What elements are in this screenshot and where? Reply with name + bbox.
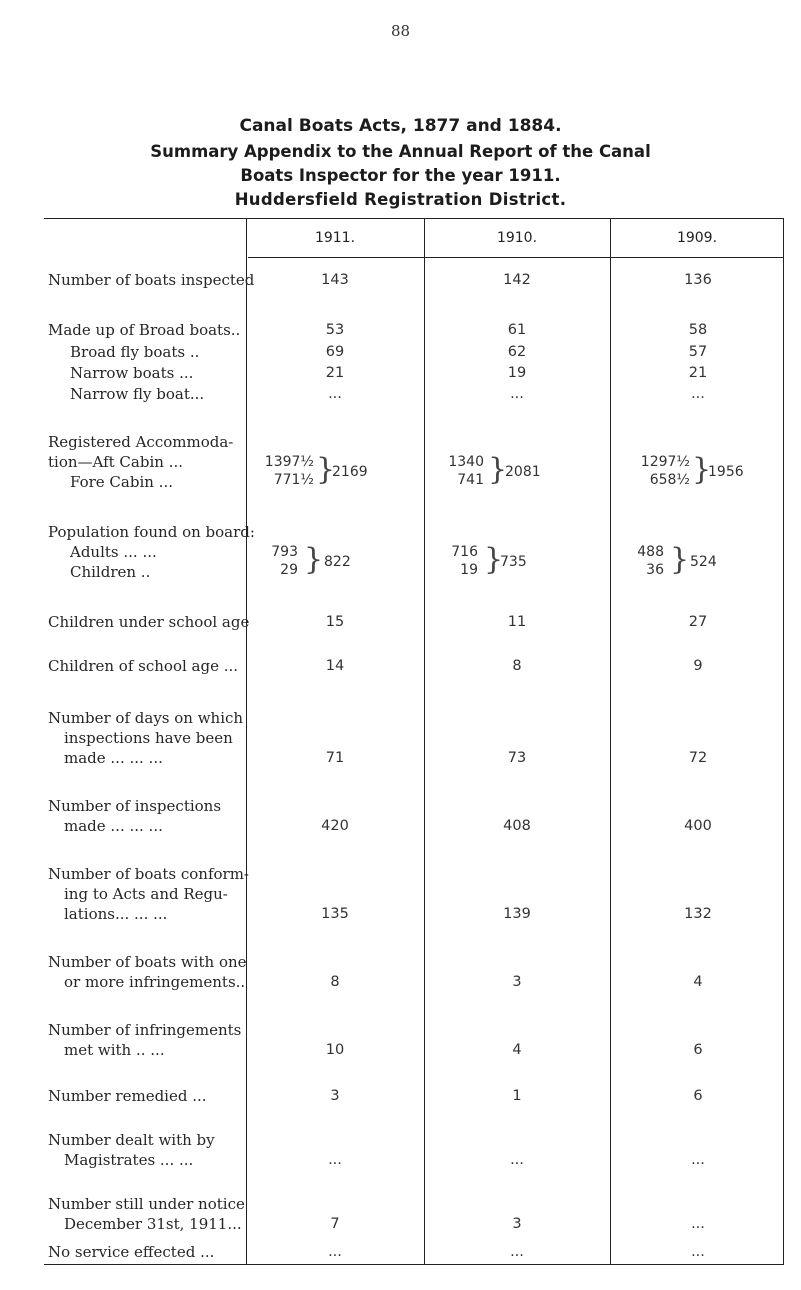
- row-label-conforming-2: ing to Acts and Regu-: [64, 885, 228, 903]
- cell-conforming-1910: 139: [503, 906, 531, 922]
- cell-narrow-boats-1909: 21: [688, 365, 708, 381]
- table-top-rule: [44, 218, 784, 219]
- cell-school-age-1910: 8: [512, 658, 522, 674]
- cell-narrow-fly-boat-1909: ...: [691, 386, 705, 402]
- row-label-narrow-boats: Narrow boats ...: [70, 364, 194, 382]
- row-label-magistrates-2: Magistrates ... ...: [64, 1151, 194, 1169]
- brace-icon: }: [316, 452, 336, 487]
- cell-broad-fly-boats-1910: 62: [507, 344, 527, 360]
- header-rule: [248, 257, 784, 258]
- cell-infringements-1911: 10: [325, 1042, 345, 1058]
- accommodation-fore-1911: 771½: [273, 472, 314, 488]
- cell-still-under-notice-1910: 3: [512, 1216, 522, 1232]
- cell-inspections-1910: 408: [503, 818, 531, 834]
- cell-magistrates-1909: ...: [691, 1152, 705, 1168]
- population-children-1910: 19: [460, 562, 478, 578]
- column-header-1911: 1911.: [314, 230, 356, 246]
- brace-icon: }: [484, 542, 504, 577]
- page-number: 88: [390, 22, 411, 40]
- cell-conforming-1911: 135: [321, 906, 349, 922]
- row-label-infringements-2: met with .. ...: [64, 1041, 165, 1059]
- cell-no-service-1911: ...: [328, 1244, 342, 1260]
- row-label-days-1: Number of days on which: [48, 709, 244, 727]
- cell-under-school-age-1910: 11: [507, 614, 527, 630]
- cell-conforming-1909: 132: [684, 906, 712, 922]
- table-bottom-rule: [44, 1264, 784, 1265]
- cell-accommodation-1911: [254, 453, 314, 489]
- row-label-under-school-age: Children under school age: [48, 613, 250, 631]
- row-label-no-service: No service effected ...: [48, 1243, 215, 1261]
- title-district: Huddersfield Registration District.: [234, 190, 567, 209]
- cell-narrow-boats-1910: 19: [507, 365, 527, 381]
- row-label-inspections-1: Number of inspections: [48, 797, 222, 815]
- cell-infringement-boats-1910: 3: [512, 974, 522, 990]
- row-label-days-3: made ... ... ...: [64, 749, 163, 767]
- cell-inspections-1911: 420: [321, 818, 349, 834]
- column-header-1910: 1910.: [496, 230, 538, 246]
- accommodation-total-1910: 2081: [505, 464, 541, 480]
- row-label-still-under-notice-2: December 31st, 1911...: [64, 1215, 242, 1233]
- cell-narrow-boats-1911: 21: [325, 365, 345, 381]
- row-label-boats-inspected: Number of boats inspected: [48, 271, 255, 289]
- row-label-infringement-boats-1: Number of boats with one: [48, 953, 247, 971]
- cell-population-1909: [630, 543, 664, 579]
- cell-narrow-fly-boat-1911: ...: [328, 386, 342, 402]
- row-label-infringement-boats-2: or more infringements..: [64, 973, 246, 991]
- title-acts: Canal Boats Acts, 1877 and 1884.: [239, 116, 562, 136]
- cell-days-1911: 71: [325, 750, 345, 766]
- row-label-remedied: Number remedied ...: [48, 1087, 207, 1105]
- row-label-population-3: Children ..: [70, 563, 151, 581]
- cell-broad-fly-boats-1909: 57: [688, 344, 708, 360]
- row-label-inspections-2: made ... ... ...: [64, 817, 163, 835]
- cell-under-school-age-1911: 15: [325, 614, 345, 630]
- cell-magistrates-1910: ...: [510, 1152, 524, 1168]
- cell-remedied-1909: 6: [693, 1088, 703, 1104]
- brace-icon: }: [304, 542, 324, 577]
- cell-infringements-1909: 6: [693, 1042, 703, 1058]
- cell-boats-inspected-1911: 143: [321, 272, 349, 288]
- population-total-1910: 735: [500, 554, 527, 570]
- accommodation-fore-1909: 658½: [649, 472, 690, 488]
- population-total-1911: 822: [324, 554, 351, 570]
- population-children-1909: 36: [646, 562, 664, 578]
- cell-boats-inspected-1910: 142: [503, 272, 531, 288]
- cell-infringements-1910: 4: [512, 1042, 522, 1058]
- brace-icon: }: [670, 542, 690, 577]
- cell-remedied-1911: 3: [330, 1088, 340, 1104]
- brace-icon: }: [692, 452, 712, 487]
- cell-population-1910: [444, 543, 478, 579]
- cell-days-1910: 73: [507, 750, 527, 766]
- column-divider-1911: [424, 218, 425, 1264]
- cell-population-1911: [262, 543, 298, 579]
- accommodation-total-1909: 1956: [708, 464, 744, 480]
- brace-icon: }: [488, 452, 508, 487]
- row-label-infringements-1: Number of infringements: [48, 1021, 242, 1039]
- cell-accommodation-1910: [440, 453, 484, 489]
- cell-broad-boats-1910: 61: [507, 322, 527, 338]
- row-label-accommodation-2: tion—Aft Cabin ...: [48, 453, 183, 471]
- row-label-conforming-1: Number of boats conform-: [48, 865, 249, 883]
- row-label-days-2: inspections have been: [64, 729, 233, 747]
- cell-under-school-age-1909: 27: [688, 614, 708, 630]
- population-children-1911: 29: [280, 562, 298, 578]
- cell-remedied-1910: 1: [512, 1088, 522, 1104]
- cell-no-service-1909: ...: [691, 1244, 705, 1260]
- row-label-broad-fly-boats: Broad fly boats ..: [70, 343, 200, 361]
- cell-narrow-fly-boat-1910: ...: [510, 386, 524, 402]
- accommodation-aft-1909: 1297½: [640, 454, 690, 470]
- cell-school-age-1911: 14: [325, 658, 345, 674]
- cell-still-under-notice-1911: 7: [330, 1216, 340, 1232]
- cell-school-age-1909: 9: [693, 658, 703, 674]
- population-adults-1910: 716: [451, 544, 478, 560]
- cell-infringement-boats-1909: 4: [693, 974, 703, 990]
- column-header-1909: 1909.: [676, 230, 718, 246]
- cell-magistrates-1911: ...: [328, 1152, 342, 1168]
- accommodation-total-1911: 2169: [332, 464, 368, 480]
- cell-accommodation-1909: [630, 453, 690, 489]
- cell-inspections-1909: 400: [684, 818, 712, 834]
- title-inspector: Boats Inspector for the year 1911.: [240, 166, 561, 185]
- row-label-magistrates-1: Number dealt with by: [48, 1131, 215, 1149]
- cell-broad-boats-1911: 53: [325, 322, 345, 338]
- cell-days-1909: 72: [688, 750, 708, 766]
- cell-infringement-boats-1911: 8: [330, 974, 340, 990]
- row-label-broad-boats: Made up of Broad boats..: [48, 321, 241, 339]
- row-label-still-under-notice-1: Number still under notice: [48, 1195, 245, 1213]
- row-label-population-2: Adults ... ...: [70, 543, 157, 561]
- column-divider-label: [246, 218, 247, 1264]
- population-adults-1911: 793: [271, 544, 298, 560]
- cell-still-under-notice-1909: ...: [691, 1216, 705, 1232]
- row-label-conforming-3: lations... ... ...: [64, 905, 168, 923]
- accommodation-aft-1911: 1397½: [264, 454, 314, 470]
- column-divider-right: [783, 218, 784, 1264]
- accommodation-aft-1910: 1340: [448, 454, 484, 470]
- row-label-accommodation-1: Registered Accommoda-: [48, 433, 234, 451]
- row-label-narrow-fly-boat: Narrow fly boat...: [70, 385, 205, 403]
- title-summary: Summary Appendix to the Annual Report of the Canal: [150, 142, 651, 161]
- population-adults-1909: 488: [637, 544, 664, 560]
- accommodation-fore-1910: 741: [457, 472, 484, 488]
- cell-broad-boats-1909: 58: [688, 322, 708, 338]
- cell-broad-fly-boats-1911: 69: [325, 344, 345, 360]
- row-label-school-age: Children of school age ...: [48, 657, 239, 675]
- row-label-accommodation-3: Fore Cabin ...: [70, 473, 173, 491]
- cell-no-service-1910: ...: [510, 1244, 524, 1260]
- column-divider-1910: [610, 218, 611, 1264]
- cell-boats-inspected-1909: 136: [684, 272, 712, 288]
- population-total-1909: 524: [690, 554, 717, 570]
- row-label-population-1: Population found on board:: [48, 523, 255, 541]
